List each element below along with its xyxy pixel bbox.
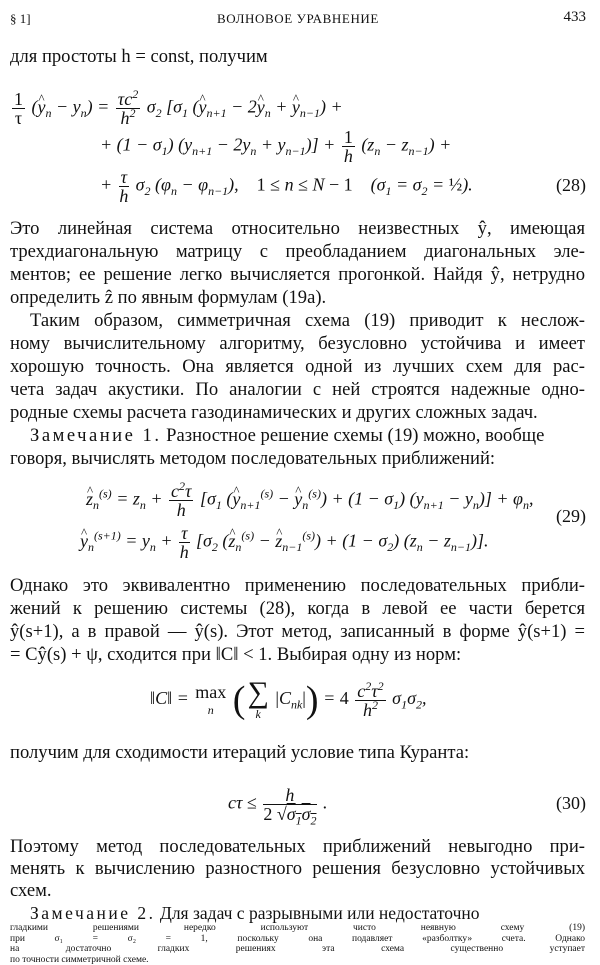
remark-1-text: Разностное решение схемы (19) можно, вообще — [161, 425, 545, 446]
equation-number-29: (29) — [556, 506, 586, 526]
equation-29-line-2: ^ $y_n^{(s+1)} = y_n$ + $\frac{\tau}{h}$ [$\sigma_2$ (^ $z_n^{(s)}$ − ^ $z_{n-1}^{(s)}) + (1 - \sigma_2)$ $(z_n - z_{n-1})$]. — [80, 524, 488, 561]
equation-28-line-2: + $(1 - \sigma_1)$ $(y_{n+1} - 2y_n + y_{n-1})$] + $\frac{1}{h}$ $(z_n - z_{n-1})$ + — [100, 127, 452, 166]
text-line: схем. — [10, 880, 52, 901]
running-header — [10, 9, 586, 29]
text-line: ŷ(s+1), а в правой — ŷ(s). Этот метод, записанный в форме ŷ(s+1) = — [10, 621, 585, 642]
text-line: чета задач акустики. По аналогии с ней строятся надежные одно- — [10, 379, 585, 400]
text-line: Поэтому метод последовательных приближений невыгодно при- — [10, 836, 585, 857]
text-line: для простоты h = const, получим — [10, 46, 268, 67]
remark-2-label: Замечание 2. — [30, 903, 156, 923]
equation-number-28: (28) — [556, 175, 586, 195]
remark-1-line — [10, 425, 585, 447]
section-mark: § 1] — [10, 11, 31, 26]
text-line: Однако это эквивалентно применению последовательных прибли- — [10, 575, 585, 596]
text-line: трехдиагональную матрицу с преобладанием диагональных эле- — [10, 241, 585, 262]
equation-30: cτ ≤ $\frac{h}{2 √\sigma_1\sigma_2}$ . — [228, 785, 328, 828]
page-number: 433 — [563, 9, 586, 25]
text-line: определить ẑ по явным формулам (19а). — [10, 287, 327, 308]
text-line: получим для сходимости итераций условие типа Куранта: — [10, 742, 470, 763]
running-title: ВОЛНОВОЕ УРАВНЕНИЕ — [217, 11, 379, 26]
equation-norm: ‖C‖ = max n ( ∑ k $|C_{nk}|) = 4$ $\frac{c^2\tau^2}{h^2}$ $\sigma_1\sigma_2$, — [150, 676, 427, 721]
remark-2-line — [10, 902, 585, 924]
remark-2-text: Для задач с разрывными или недостаточно — [155, 903, 480, 923]
text-line: менять к вычислению разностного решения безусловно устойчивых — [10, 858, 585, 879]
text-line: жений к решению системы (28), когда в левой ее части берется — [10, 598, 585, 619]
text-line: ментов; ее решение легко вычисляется прогонкой. Найдя ŷ, нетрудно — [10, 264, 585, 285]
text-line: по точности симметричной схеме. — [10, 954, 149, 965]
text-line: на достаточно гладких решениях эта схема существенно уступает — [10, 944, 585, 954]
equation-28-line-3: + $\frac{\tau}{h}$ $\sigma_2$ $(\varphi_n - \varphi_{n-1})$, 1 ≤ n ≤ N − 1 ($\sigma_1 = \sigma_2$ = ½). — [100, 167, 473, 206]
remark-1-label: Замечание 1. — [30, 425, 162, 446]
text-line: при σ₁ = σ₂ = 1, поскольку она подавляет «разболтку» счета. Однако — [10, 933, 585, 944]
equation-number-30: (30) — [556, 793, 586, 813]
text-line: Это линейная система относительно неизвестных ŷ, имеющая — [10, 218, 585, 239]
equation-29-line-1: ^ $z_n^{(s)} = z_n$ + $\frac{c^2\tau}{h}$ [$\sigma_1$ (^ $y_{n+1}^{(s)}$ − ^ $y_n^{(s)}) + (1 - \sigma_1)$ $(y_{n+1} - y_n)] + \varphi_n$, — [86, 482, 533, 519]
text-line: говоря, вычислять методом последовательных приближений: — [10, 448, 496, 469]
text-line: гладкими решениями нередко используют чисто неявную схему (19) — [10, 923, 585, 933]
text-line: Таким образом, симметричная схема (19) приводит к неслож- — [30, 310, 585, 331]
text-line: = Cŷ(s) + ψ, сходится при ‖C‖ < 1. Выбирая одну из норм: — [10, 644, 462, 665]
text-line: родные схемы расчета газодинамических и других сложных задач. — [10, 402, 538, 423]
text-line: ному вычислительному алгоритму, безусловно устойчива и имеет — [10, 333, 585, 354]
equation-28-line-1: $\frac{1}{\tau}$ (^ $y_n - y_n$) = $\frac{\tau c^2}{h^2}$ $\sigma_2$ [$\sigma_1$ (^ $y_{n+1}$ − 2^ $y_n$ + ^ $y_{n-1}$) + — [10, 90, 343, 127]
text-line: хорошую точность. Она является одной из лучших схем для рас- — [10, 356, 585, 377]
